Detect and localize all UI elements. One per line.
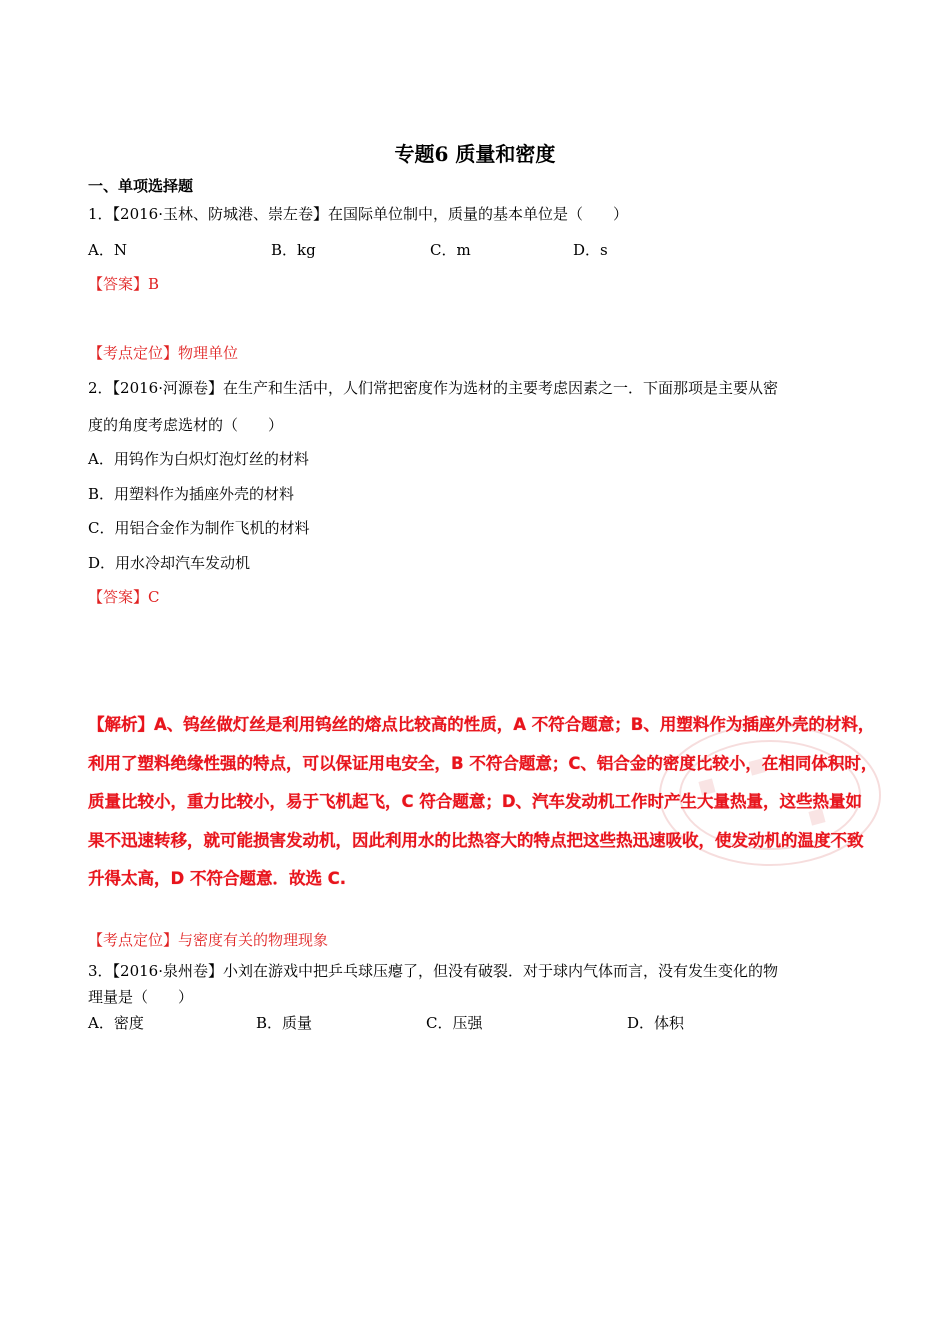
q2-option-d: D．用水冷却汽车发动机 bbox=[88, 554, 251, 572]
q2-option-a: A．用钨作为白炽灯泡灯丝的材料 bbox=[88, 450, 309, 468]
question-2-stem-line-1: 2．【2016·河源卷】在生产和生活中，人们常把密度作为选材的主要考虑因素之一．下面那项是主要从密 bbox=[88, 379, 778, 397]
q1-knowledge-point: 【考点定位】物理单位 bbox=[88, 344, 239, 362]
page-title: 专题6 质量和密度 bbox=[394, 142, 556, 166]
q3-option-c: C．压强 bbox=[426, 1014, 483, 1032]
q2-knowledge-point: 【考点定位】与密度有关的物理现象 bbox=[88, 931, 329, 949]
q3-option-a: A．密度 bbox=[88, 1014, 144, 1032]
q2-answer: 【答案】C bbox=[88, 588, 160, 606]
q2-analysis: 【解析】A、钨丝做灯丝是利用钨丝的熔点比较高的性质，A 不符合题意；B、用塑料作为插座外壳的材料，利用了塑料绝缘性强的特点，可以保证用电安全，B 不符合题意；C、铝合金的密度比较小，在相同体积时，质量比较小，重力比较小，易于飞机起飞，C 符合题意；D、汽车发动机工作时产生大量热量，这些热量如果不迅速转移，就可能损害发动机，因此利用水的比热容大的特点把这些热迅速吸收，使发动机的温度不致升得太高，D 不符合题意．故选 C. bbox=[88, 715, 878, 888]
q1-option-a: A．N bbox=[88, 241, 127, 259]
q2-option-b: B．用塑料作为插座外壳的材料 bbox=[88, 485, 295, 503]
q1-option-c: C．m bbox=[430, 241, 471, 259]
q1-answer: 【答案】B bbox=[88, 275, 160, 293]
q1-option-b: B．kg bbox=[271, 241, 316, 259]
question-3-stem-line-1: 3．【2016·泉州卷】小刘在游戏中把乒乓球压瘪了，但没有破裂．对于球内气体而言，没有发生变化的物 bbox=[88, 962, 778, 980]
question-2-stem-line-2: 度的角度考虑选材的（ ） bbox=[88, 416, 284, 434]
question-1-stem: 1．【2016·玉林、防城港、崇左卷】在国际单位制中，质量的基本单位是（ ） bbox=[88, 205, 628, 223]
q3-option-d: D．体积 bbox=[627, 1014, 685, 1032]
question-3-stem-line-2: 理量是（ ） bbox=[88, 988, 194, 1006]
q2-option-c: C．用铝合金作为制作飞机的材料 bbox=[88, 519, 310, 537]
q1-option-d: D．s bbox=[573, 241, 608, 259]
q3-option-b: B．质量 bbox=[256, 1014, 313, 1032]
section-heading: 一、单项选择题 bbox=[88, 177, 194, 195]
